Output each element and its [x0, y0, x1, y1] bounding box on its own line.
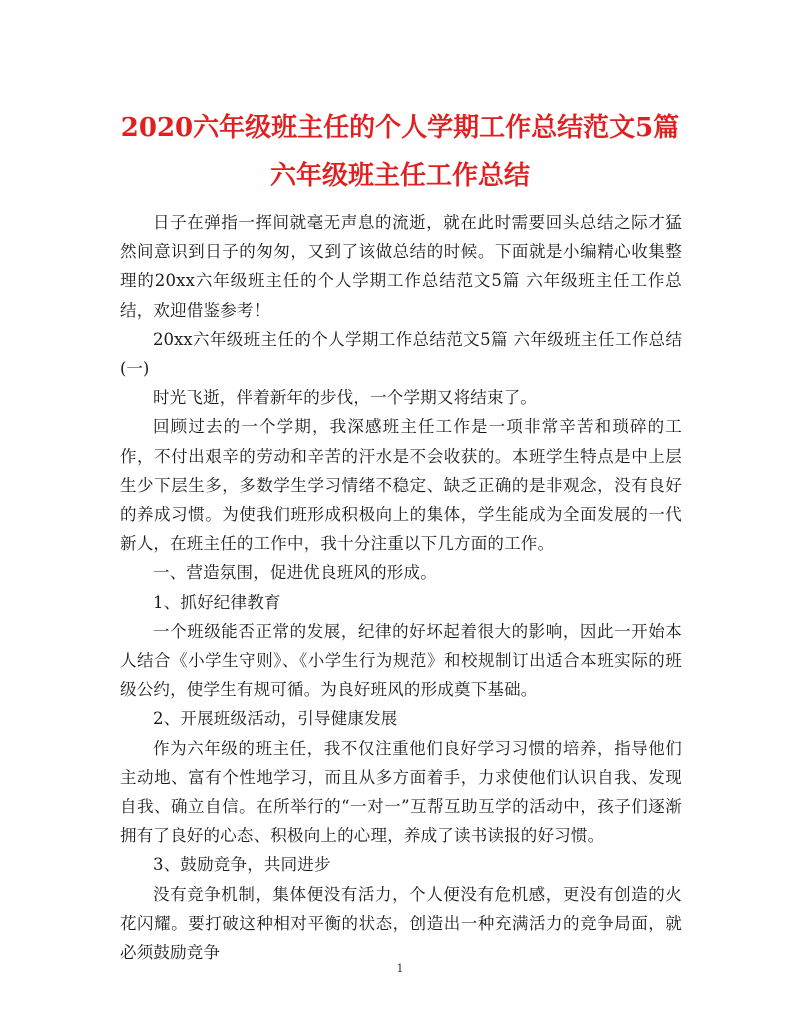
- document-body: [120, 208, 682, 967]
- subheading-1-3: 3、鼓励竞争，共同进步: [153, 855, 331, 875]
- paragraph-activities: 作为六年级的班主任，我不仅注重他们良好学习习惯的培养，指导他们主动地、富有个性地学习，而且从多方面着手，力求使他们认识自我、发现自我、确立自信。在所举行的“一对一”互帮互助互学的活动中，孩子们逐渐拥有了良好的心态、积极向上的心理，养成了读书读报的好习惯。: [120, 738, 682, 846]
- page-number: 1: [396, 962, 404, 975]
- paragraph-opening: 时光飞逝，伴着新年的步伐，一个学期又将结束了。: [153, 388, 538, 408]
- subheading-1-2: 2、开展班级活动，引导健康发展: [153, 709, 398, 729]
- subheading-1-1: 1、抓好纪律教育: [153, 592, 281, 612]
- paragraph-discipline: 一个班级能否正常的发展，纪律的好坏起着很大的影响，因此一开始本人结合《小学生守则》、《小学生行为规范》和校规制订出适合本班实际的班级公约，使学生有规可循。为良好班风的形成奠下基础。: [120, 621, 682, 700]
- document-title: 2020六年级班主任的个人学期工作总结范文5篇 六年级班主任工作总结: [120, 113, 680, 191]
- section-heading-1: 一、营造氛围，促进优良班风的形成。: [153, 563, 437, 583]
- paragraph-competition: 没有竞争机制，集体便没有活力，个人便没有危机感，更没有创造的火花闪耀。要打破这种相对平衡的状态，创造出一种充满活力的竞争局面，就必须鼓励竞争: [120, 884, 682, 963]
- paragraph-subtitle: 20xx六年级班主任的个人学期工作总结范文5篇 六年级班主任工作总结(一): [120, 329, 682, 379]
- paragraph-intro: 日子在弹指一挥间就毫无声息的流逝，就在此时需要回头总结之际才猛然间意识到日子的匆匆，又到了该做总结的时候。下面就是小编精心收集整理的20xx六年级班主任的个人学期工作总结范文5篇 六年级班主任工作总结，欢迎借鉴参考！: [120, 213, 682, 320]
- paragraph-review: 回顾过去的一个学期，我深感班主任工作是一项非常辛苦和琐碎的工作，不付出艰辛的劳动和辛苦的汗水是不会收获的。本班学生特点是中上层生少下层生多，多数学生学习情绪不稳定、缺乏正确的是非观念，没有良好的养成习惯。为使我们班形成积极向上的集体，学生能成为全面发展的一代新人，在班主任的工作中，我十分注重以下几方面的工作。: [120, 417, 682, 554]
